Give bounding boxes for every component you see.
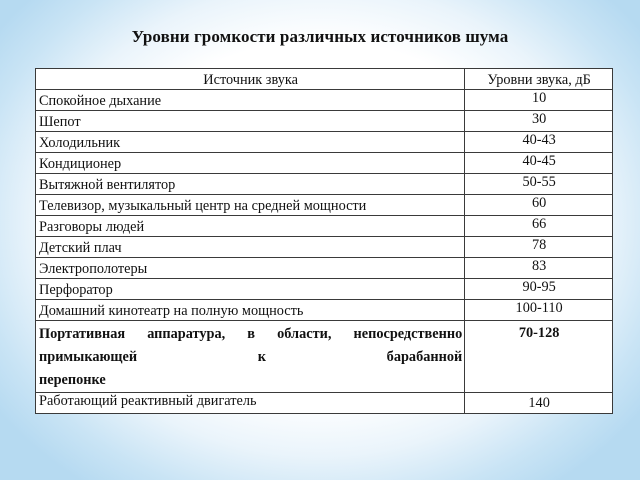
source-cell: Перфоратор xyxy=(36,279,465,300)
table-row xyxy=(36,153,613,174)
source-cell: Детский плач xyxy=(36,237,465,258)
level-cell: 50-55 xyxy=(465,174,613,195)
table-row xyxy=(36,279,613,300)
source-cell: Телевизор, музыкальный центр на средней мощности xyxy=(36,195,465,216)
table-row xyxy=(36,195,613,216)
source-cell: Спокойное дыхание xyxy=(36,90,465,111)
noise-levels-table xyxy=(35,68,613,414)
table-row xyxy=(36,393,613,414)
source-cell: Вытяжной вентилятор xyxy=(36,174,465,195)
source-cell: Холодильник xyxy=(36,132,465,153)
level-cell: 30 xyxy=(465,111,613,132)
source-cell: Домашний кинотеатр на полную мощность xyxy=(36,300,465,321)
page-title: Уровни громкости различных источников шума xyxy=(131,27,509,46)
level-cell: 90-95 xyxy=(465,279,613,300)
source-cell: Шепот xyxy=(36,111,465,132)
table-row xyxy=(36,174,613,195)
source-text-last-line: перепонке xyxy=(39,372,106,388)
level-cell: 40-45 xyxy=(465,153,613,174)
level-cell: 60 xyxy=(465,195,613,216)
level-cell: 40-43 xyxy=(465,132,613,153)
table-row xyxy=(36,300,613,321)
source-text-justified: Портативная аппаратура, в области, непосредственно примыкающей к барабанной xyxy=(39,326,463,365)
table-row xyxy=(36,216,613,237)
source-cell: Электрополотеры xyxy=(36,258,465,279)
table-row xyxy=(36,258,613,279)
source-cell: Кондиционер xyxy=(36,153,465,174)
level-cell: 83 xyxy=(465,258,613,279)
header-level: Уровни звука, дБ xyxy=(465,69,613,90)
level-cell: 10 xyxy=(465,90,613,111)
header-source: Источник звука xyxy=(36,69,465,90)
source-cell xyxy=(36,321,465,393)
level-cell: 140 xyxy=(465,393,613,414)
level-cell: 66 xyxy=(465,216,613,237)
level-cell: 100-110 xyxy=(465,300,613,321)
level-cell: 70-128 xyxy=(465,321,613,393)
table-row xyxy=(36,321,613,393)
table-row xyxy=(36,132,613,153)
source-cell: Работающий реактивный двигатель xyxy=(36,393,465,414)
table-header-row xyxy=(36,69,613,90)
level-cell: 78 xyxy=(465,237,613,258)
table-row xyxy=(36,111,613,132)
source-cell: Разговоры людей xyxy=(36,216,465,237)
table-row xyxy=(36,237,613,258)
table-row xyxy=(36,90,613,111)
